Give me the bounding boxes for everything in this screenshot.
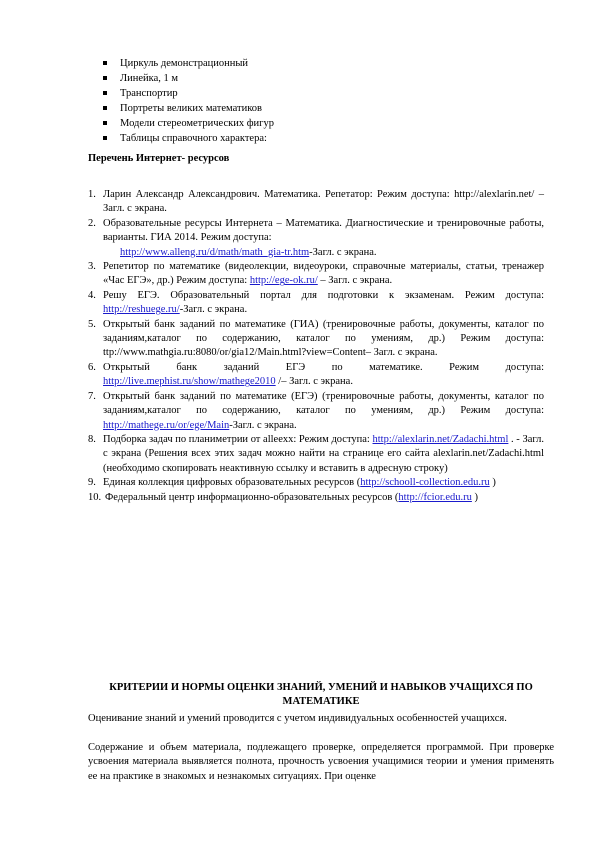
resource-item: 9. Единая коллекция цифровых образовательных ресурсов (http://schooll-collection.edu.ru ) xyxy=(88,477,496,489)
resource-item: 4. Решу ЕГЭ. Образовательный портал для подготовки к экзаменам. Режим доступа: http://reshuege.ru/-Загл. с экрана. xyxy=(88,289,544,316)
list-item: Модели стереометрических фигур xyxy=(103,116,274,131)
resource-item: 10. Федеральный центр информационно-образовательных ресурсов (http://fcior.edu.ru ) xyxy=(88,491,479,503)
criteria-heading: КРИТЕРИИ И НОРМЫ ОЦЕНКИ ЗНАНИЙ, УМЕНИЙ И НАВЫКОВ УЧАЩИХСЯ ПО МАТЕМАТИКЕ xyxy=(109,682,533,708)
equipment-list xyxy=(103,56,274,146)
paragraph: Содержание и объем материала, подлежащего проверке, определяется программой. При проверке усвоения материала выявляется полнота, прочность усвоения учащимися теории и умения применять ее на практике в знакомых и незнакомых ситуациях. При оценке xyxy=(88,742,554,782)
resource-link[interactable]: http://alexlarin.net/Zadachi.html xyxy=(372,433,509,445)
internet-resources-heading: Перечень Интернет- ресурсов xyxy=(88,153,230,164)
list-item: Линейка, 1 м xyxy=(103,71,274,86)
bullet-square-icon xyxy=(103,61,107,65)
paragraph: Оценивание знаний и умений проводится с учетом индивидуальных особенностей учащихся. xyxy=(88,713,507,724)
resource-link[interactable]: http://live.mephist.ru/show/mathege2010 xyxy=(103,376,276,388)
resource-link[interactable]: http://mathege.ru/or/ege/Main xyxy=(103,419,230,431)
list-item: Циркуль демонстрационный xyxy=(103,56,274,71)
resource-link[interactable]: http://www.alleng.ru/d/math/math_gia-tr.htm xyxy=(120,246,310,258)
bullet-square-icon xyxy=(103,91,107,95)
resource-link[interactable]: http://schooll-collection.edu.ru xyxy=(360,477,490,489)
resource-item: 5. Открытый банк заданий по математике (ГИА) (тренировочные работы, документы, каталог по заданиям,каталог по содержанию, каталог по умениям, др.) Режим доступа: ttp://www.mathgia.ru:8080/or/gia12/Main.html?view=Content– Загл. с экрана. xyxy=(88,318,544,359)
list-item: Транспортир xyxy=(103,86,274,101)
resource-item: 7. Открытый банк заданий по математике (ЕГЭ) (тренировочные работы, документы, каталог по заданиям,каталог по содержанию, каталог по умениям, др.) Режим доступа: http://mathege.ru/or/ege/Main-Загл. с экрана. xyxy=(88,390,544,431)
bullet-square-icon xyxy=(103,136,107,140)
resource-item: 2. Образовательные ресурсы Интернета – Математика. Диагностические и тренировочные работы, варианты. ГИА 2014. Режим доступа: http://www.alleng.ru/d/math/math_gia-tr.htm-Загл. с экрана. xyxy=(88,217,544,258)
resource-link[interactable]: http://fcior.edu.ru xyxy=(398,491,472,503)
resource-item: 3. Репетитор по математике (видеолекции, видеоуроки, справочные материалы, статьи, тренажер «Час ЕГЭ», др.) Режим доступа: http://ege-ok.ru/ – Загл. с экрана. xyxy=(88,261,544,287)
resource-link[interactable]: http://reshuege.ru/ xyxy=(103,304,180,316)
bullet-square-icon xyxy=(103,121,107,125)
list-item: Портреты великих математиков xyxy=(103,101,274,116)
bullet-square-icon xyxy=(103,76,107,80)
resource-item: 6. Открытый банк заданий ЕГЭ по математике. Режим доступа: http://live.mephist.ru/show/mathege2010 /– Загл. с экрана. xyxy=(88,361,544,388)
bullet-square-icon xyxy=(103,106,107,110)
list-item: Таблицы справочного характера: xyxy=(103,131,274,146)
resource-item: 8. Подборка задач по планиметрии от alleexx: Режим доступа: http://alexlarin.net/Zadachi.html . - Загл. с экрана (Решения всех этих задач можно найти на странице его сайта alexlarin.net/Zadachi.html (необходимо скопировать неактивную ссылку и вставить в адресную строку) xyxy=(88,433,545,474)
resource-link[interactable]: http://ege-ok.ru/ xyxy=(249,275,318,287)
resource-item: 1. Ларин Александр Александрович. Математика. Репетатор: Режим доступа: http://alexlarin.net/ – Загл. с экрана. xyxy=(88,189,544,215)
internet-resources-list xyxy=(88,188,544,505)
